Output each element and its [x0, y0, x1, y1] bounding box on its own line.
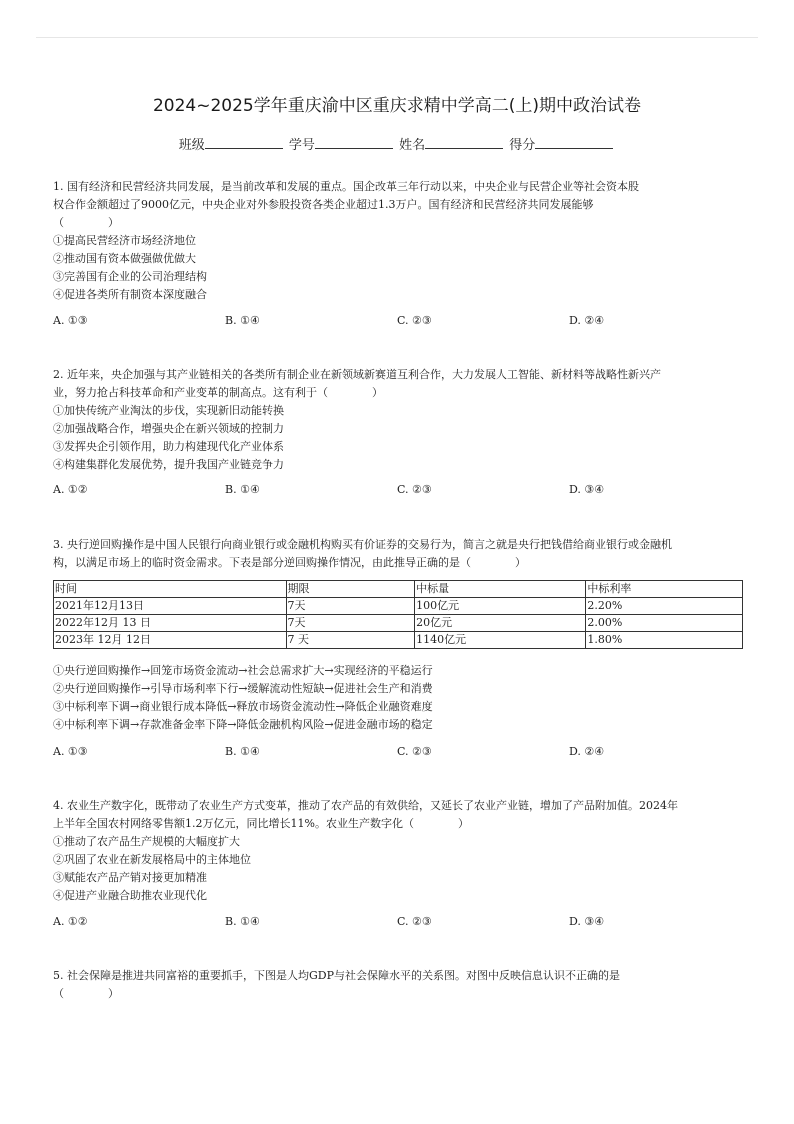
option-d: D. ②④ [569, 745, 605, 758]
statement: ①加快传统产业淘汰的步伐，实现新旧动能转换 [53, 404, 284, 417]
statement: ③完善国有企业的公司治理结构 [53, 270, 207, 283]
statement: ②加强战略合作，增强央企在新兴领域的控制力 [53, 422, 284, 435]
name-blank [425, 136, 503, 149]
table-cell: 2022年12月 13 日 [54, 615, 287, 632]
page-title: 2024~2025学年重庆渝中区重庆求精中学高二(上)期中政治试卷 [152, 96, 642, 116]
table-cell: 100亿元 [415, 598, 586, 615]
student-info-line [0, 134, 794, 153]
question-4-options [53, 915, 743, 931]
table-cell: 20亿元 [415, 615, 586, 632]
table-header-cell: 中标利率 [586, 581, 743, 598]
option-c: C. ②③ [397, 745, 432, 758]
question-2-options [53, 483, 743, 499]
class-label: 班级 [178, 138, 205, 153]
statement: ④中标利率下调→存款准备金率下降→降低金融机构风险→促进金融市场的稳定 [53, 718, 433, 731]
option-a: A. ①② [53, 483, 88, 496]
statement: ④促进产业融合助推农业现代化 [53, 889, 207, 902]
option-d: D. ③④ [569, 915, 605, 928]
statement: ①央行逆回购操作→回笼市场资金流动→社会总需求扩大→实现经济的平稳运行 [53, 664, 433, 677]
option-b: B. ①④ [225, 483, 260, 496]
statement: ②推动国有资本做强做优做大 [53, 252, 196, 265]
table-header-row [54, 581, 743, 598]
statement: ④促进各类所有制资本深度融合 [53, 288, 207, 301]
question-line: 2. 近年来，央企加强与其产业链相关的各类所有制企业在新领域新赛道互利合作，大力发展人工智能、新材料等战略性新兴产 [53, 368, 661, 381]
student-id-label: 学号 [288, 138, 315, 153]
question-3 [53, 536, 743, 572]
question-2 [53, 366, 743, 474]
table-cell: 2023年 12月 12日 [54, 632, 287, 649]
option-d: D. ②④ [569, 314, 605, 327]
option-d: D. ③④ [569, 483, 605, 496]
table-cell: 1.80% [586, 632, 743, 649]
table-header-cell: 期限 [286, 581, 415, 598]
question-1 [53, 178, 743, 304]
question-5 [53, 967, 743, 1003]
table-cell: 7天 [286, 598, 415, 615]
table-header-cell: 中标量 [415, 581, 586, 598]
table-cell: 7天 [286, 615, 415, 632]
statement: ②央行逆回购操作→引导市场利率下行→缓解流动性短缺→促进社会生产和消费 [53, 682, 433, 695]
question-1-options [53, 314, 743, 330]
option-a: A. ①③ [53, 314, 88, 327]
option-c: C. ②③ [397, 483, 432, 496]
score-label: 得分 [509, 138, 536, 153]
question-line: 业，努力抢占科技革命和产业变革的制高点。这有利于（ ） [53, 386, 383, 399]
question-line: 权合作金额超过了9000亿元，中央企业对外参股投资各类企业超过1.3万户。国有经济和民营经济共同发展能够 [53, 198, 594, 211]
question-line: 5. 社会保障是推进共同富裕的重要抓手，下图是人均GDP与社会保障水平的关系图。对图中反映信息认识不正确的是 [53, 969, 620, 982]
question-4 [53, 797, 743, 905]
question-line: 构，以满足市场上的临时资金需求。下表是部分逆回购操作情况，由此推导正确的是（ ） [53, 556, 526, 569]
statement: ①推动了农产品生产规模的大幅度扩大 [53, 835, 240, 848]
student-id-blank [315, 136, 393, 149]
class-blank [205, 136, 283, 149]
question-3-options [53, 745, 743, 761]
statement: ③赋能农产品产销对接更加精准 [53, 871, 207, 884]
question-3-statements [53, 662, 743, 734]
question-line: 上半年全国农村网络零售额1.2万亿元，同比增长11%。农业生产数字化（ ） [53, 817, 469, 830]
table-row [54, 632, 743, 649]
question-line: （ ） [53, 216, 119, 229]
table-cell: 2021年12月13日 [54, 598, 287, 615]
table-cell: 1140亿元 [415, 632, 586, 649]
option-b: B. ①④ [225, 314, 260, 327]
reverse-repo-table [53, 580, 743, 649]
name-label: 姓名 [399, 138, 426, 153]
score-blank [535, 136, 613, 149]
question-line: （ ） [53, 987, 119, 1000]
question-line: 3. 央行逆回购操作是中国人民银行向商业银行或金融机构购买有价证券的交易行为，简言之就是央行把钱借给商业银行或金融机 [53, 538, 672, 551]
option-b: B. ①④ [225, 915, 260, 928]
option-c: C. ②③ [397, 915, 432, 928]
option-a: A. ①② [53, 915, 88, 928]
page-top-rule [36, 37, 758, 38]
statement: ③发挥央企引领作用，助力构建现代化产业体系 [53, 440, 284, 453]
question-line: 1. 国有经济和民营经济共同发展，是当前改革和发展的重点。国企改革三年行动以来，中央企业与民营企业等社会资本股 [53, 180, 639, 193]
statement: ②巩固了农业在新发展格局中的主体地位 [53, 853, 251, 866]
table-header-cell: 时间 [54, 581, 287, 598]
table-cell: 2.00% [586, 615, 743, 632]
option-b: B. ①④ [225, 745, 260, 758]
option-a: A. ①③ [53, 745, 88, 758]
question-line: 4. 农业生产数字化，既带动了农业生产方式变革，推动了农产品的有效供给，又延长了农业产业链，增加了产品附加值。2024年 [53, 799, 678, 812]
table-cell: 2.20% [586, 598, 743, 615]
table-row [54, 615, 743, 632]
table-cell: 7 天 [286, 632, 415, 649]
statement: ③中标利率下调→商业银行成本降低→释放市场资金流动性→降低企业融资难度 [53, 700, 433, 713]
table-row [54, 598, 743, 615]
option-c: C. ②③ [397, 314, 432, 327]
statement: ④构建集群化发展优势，提升我国产业链竞争力 [53, 458, 284, 471]
statement: ①提高民营经济市场经济地位 [53, 234, 196, 247]
